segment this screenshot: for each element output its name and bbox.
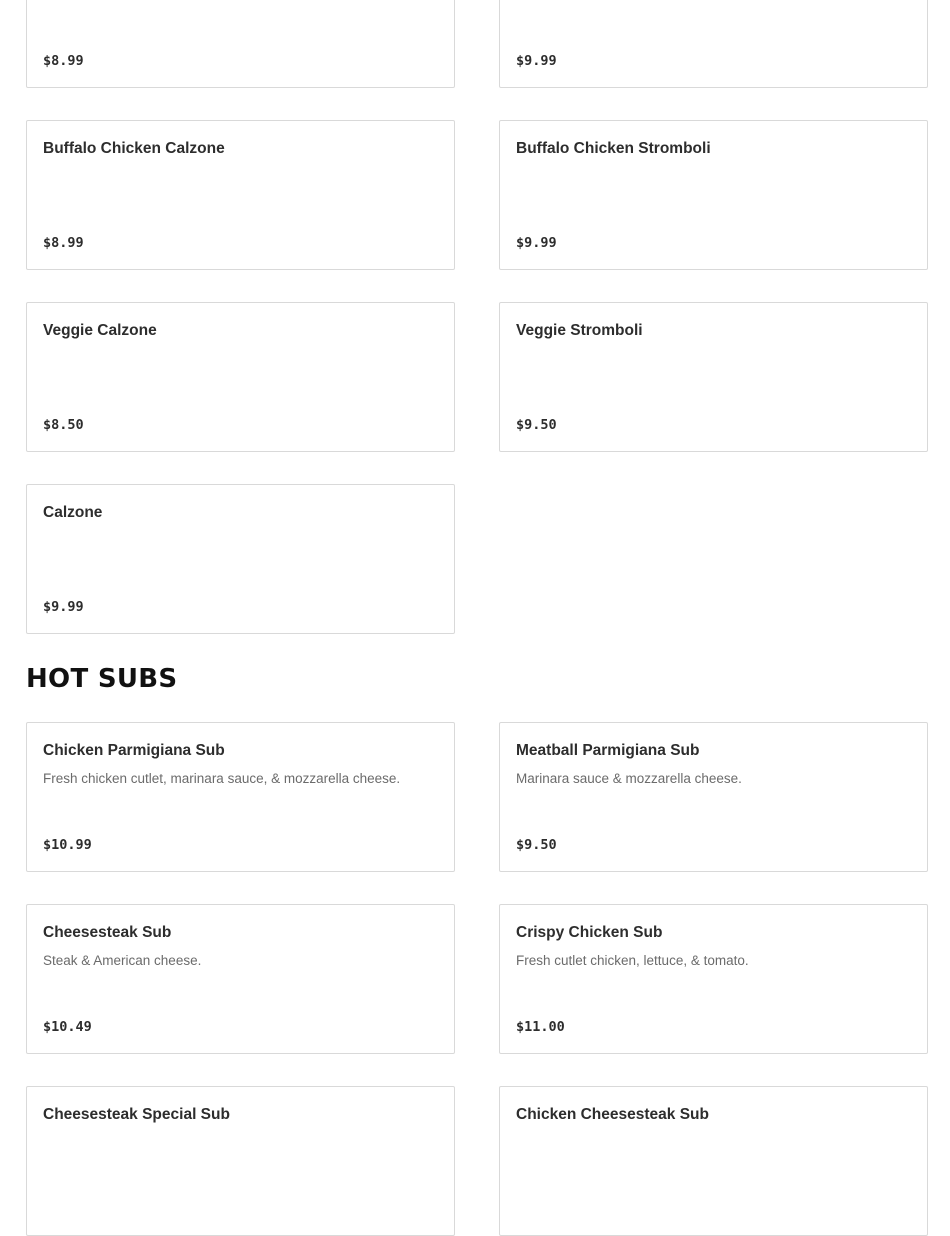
menu-item-name: Veggie Stromboli bbox=[516, 322, 643, 339]
menu-item-name: Buffalo Chicken Calzone bbox=[43, 140, 225, 157]
menu-item-card[interactable] bbox=[26, 120, 455, 270]
menu-item-price: $8.99 bbox=[43, 235, 84, 251]
menu-item-price: $10.99 bbox=[43, 837, 92, 853]
menu-item-card[interactable] bbox=[499, 904, 928, 1054]
menu-item-card[interactable] bbox=[499, 120, 928, 270]
menu-item-name: Crispy Chicken Sub bbox=[516, 924, 663, 941]
menu-item-price: $10.49 bbox=[43, 1019, 92, 1035]
menu-item-price: $9.99 bbox=[516, 235, 557, 251]
menu-item-card[interactable] bbox=[26, 722, 455, 872]
menu-item-price: $9.50 bbox=[516, 417, 557, 433]
menu-item-description: Marinara sauce & mozzarella cheese. bbox=[516, 771, 742, 786]
menu-item-card[interactable] bbox=[499, 722, 928, 872]
menu-item-card[interactable] bbox=[499, 1086, 928, 1236]
section-heading-hot-subs: HOT SUBS bbox=[26, 664, 178, 694]
menu-item-price: $8.99 bbox=[43, 53, 84, 69]
menu-item-card[interactable] bbox=[26, 0, 455, 88]
menu-item-card[interactable] bbox=[26, 302, 455, 452]
menu-item-name: Calzone bbox=[43, 504, 103, 521]
menu-item-card[interactable] bbox=[499, 302, 928, 452]
menu-item-name: Meatball Parmigiana Sub bbox=[516, 742, 700, 759]
menu-item-price: $9.99 bbox=[43, 599, 84, 615]
menu-item-name: Cheesesteak Special Sub bbox=[43, 1106, 230, 1123]
menu-item-description: Steak & American cheese. bbox=[43, 953, 202, 968]
menu-item-name: Veggie Calzone bbox=[43, 322, 157, 339]
menu-item-card[interactable] bbox=[26, 904, 455, 1054]
menu-item-card[interactable] bbox=[26, 1086, 455, 1236]
menu-item-card[interactable] bbox=[499, 0, 928, 88]
menu-item-price: $11.00 bbox=[516, 1019, 565, 1035]
menu-item-price: $8.50 bbox=[43, 417, 84, 433]
menu-item-description: Fresh chicken cutlet, marinara sauce, & mozzarella cheese. bbox=[43, 771, 401, 786]
menu-item-name: Chicken Cheesesteak Sub bbox=[516, 1106, 709, 1123]
menu-item-name: Buffalo Chicken Stromboli bbox=[516, 140, 711, 157]
menu-item-card[interactable] bbox=[26, 484, 455, 634]
menu-item-name: Cheesesteak Sub bbox=[43, 924, 172, 941]
menu-item-price: $9.99 bbox=[516, 53, 557, 69]
menu-item-description: Fresh cutlet chicken, lettuce, & tomato. bbox=[516, 953, 749, 968]
menu-item-name: Chicken Parmigiana Sub bbox=[43, 742, 225, 759]
menu-item-price: $9.50 bbox=[516, 837, 557, 853]
